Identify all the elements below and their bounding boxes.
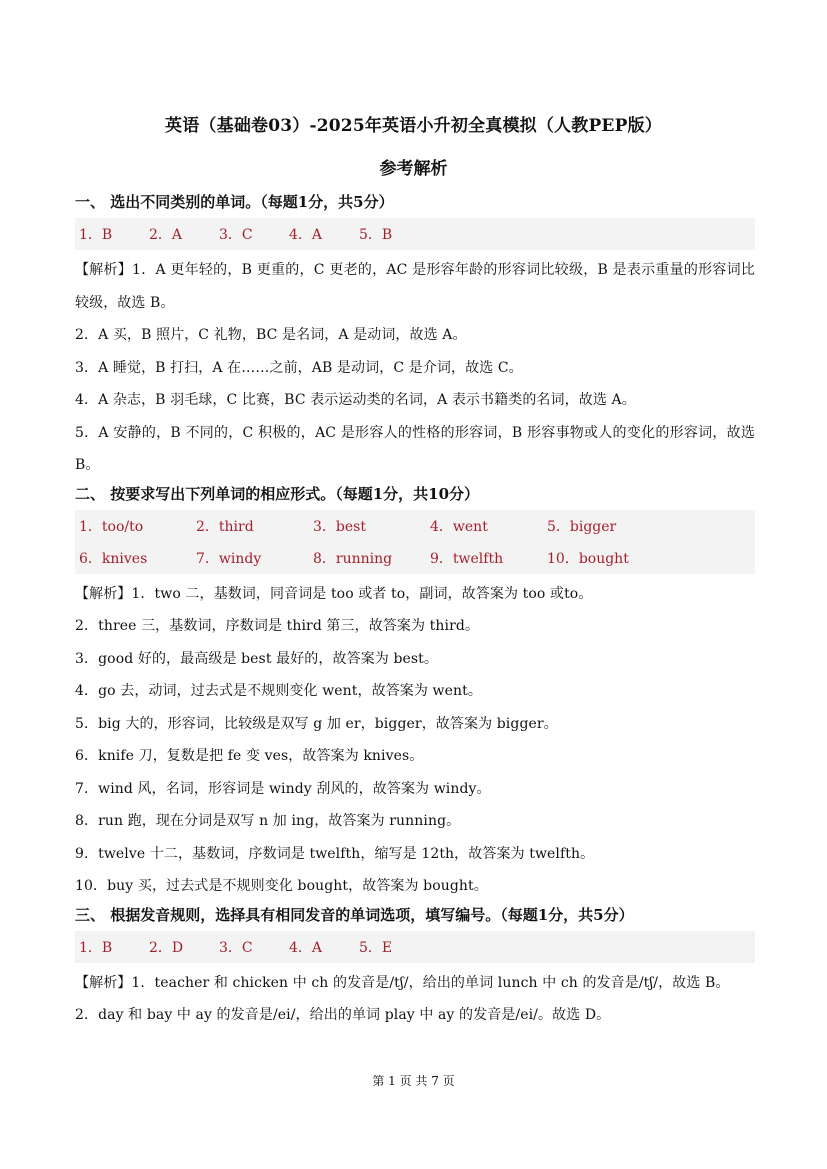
answer-item: 5．E (359, 939, 393, 956)
answer-item: 6．knives (79, 550, 148, 567)
answer-item: 2．third (196, 518, 254, 535)
answer-row (79, 542, 751, 574)
analysis-paragraph: 10．buy 买，过去式是不规则变化 bought，故答案为 bought。 (75, 878, 488, 894)
analysis-paragraph: 2．day 和 bay 中 ay 的发音是/ei/，给出的单词 play 中 ay 的发音是/ei/。故选 D。 (75, 1007, 611, 1023)
answer-item: 5．B (359, 227, 393, 243)
analysis-paragraph: 【解析】1．A 更年轻的，B 更重的，C 更老的，AC 是形容年龄的形容词比较级，B 是表示重量的形容词比较级，故选 B。 (75, 262, 755, 311)
answer-item: 2．A (149, 227, 183, 243)
answer-item: 9．twelfth (430, 550, 504, 567)
analysis-paragraph: 【解析】1．teacher 和 chicken 中 ch 的发音是/tʃ/，给出的单词 lunch 中 ch 的发音是/tʃ/，故选 B。 (75, 974, 730, 991)
answer-item: 4．A (289, 227, 323, 243)
answer-item: 5．bigger (547, 518, 617, 535)
analysis-paragraph: 2．three 三，基数词，序数词是 third 第三，故答案为 third。 (75, 618, 480, 634)
analysis-paragraph: 6．knife 刀，复数是把 fe 变 ves，故答案为 knives。 (75, 748, 424, 764)
page-subtitle: 参考解析 (379, 159, 448, 179)
analysis-paragraph: 9．twelve 十二，基数词，序数词是 twelfth，缩写是 12th，故答案为 twelfth。 (75, 845, 595, 862)
answer-item: 7．windy (196, 550, 262, 567)
answer-item: 4．went (430, 518, 488, 535)
section-1-answer-box (75, 218, 755, 250)
section-2-answer-box (75, 510, 755, 574)
answer-item: 8．running (313, 550, 393, 567)
answer-item: 3．C (219, 939, 253, 956)
answer-row (79, 931, 751, 963)
analysis-paragraph: 8．run 跑，现在分词是双写 n 加 ing，故答案为 running。 (75, 813, 461, 829)
answer-item: 1．too/to (79, 518, 144, 535)
section-3-answer-box (75, 931, 755, 963)
analysis-paragraph: 4．A 杂志，B 羽毛球，C 比赛，BC 表示运动类的名词，A 表示书籍类的名词，故选 A。 (75, 392, 636, 408)
answer-item: 2．D (149, 939, 184, 956)
answer-item: 3．C (219, 227, 253, 243)
page-footer: 第 1 页 共 7 页 (372, 1074, 455, 1088)
answer-item: 1．B (79, 939, 113, 956)
section-2-heading: 二、 按要求写出下列单词的相应形式。（每题1分，共10分） (75, 484, 480, 503)
analysis-paragraph: 3．good 好的，最高级是 best 最好的，故答案为 best。 (75, 650, 439, 667)
analysis-paragraph: 【解析】1．two 二，基数词，同音词是 too 或者 to，副词，故答案为 too 或to。 (75, 585, 593, 602)
analysis-paragraph: 7．wind 风，名词，形容词是 windy 刮风的，故答案为 windy。 (75, 780, 491, 797)
answer-item: 1．B (79, 227, 113, 243)
analysis-paragraph: 5．big 大的，形容词，比较级是双写 g 加 er，bigger，故答案为 bigger。 (75, 715, 558, 732)
answer-content (75, 190, 755, 1032)
analysis-paragraph: 5．A 安静的，B 不同的，C 积极的，AC 是形容人的性格的形容词，B 形容事物或人的变化的形容词，故选 B。 (75, 424, 755, 473)
answer-row (79, 510, 751, 542)
analysis-paragraph: 2．A 买，B 照片，C 礼物，BC 是名词，A 是动词，故选 A。 (75, 327, 467, 343)
section-1-heading: 一、 选出不同类别的单词。（每题1分，共5分） (75, 193, 394, 211)
answer-item: 3．best (313, 518, 366, 535)
analysis-paragraph: 3．A 睡觉，B 打扫，A 在……之前，AB 是动词，C 是介词，故选 C。 (75, 359, 523, 376)
section-3-heading: 三、 根据发音规则，选择具有相同发音的单词选项，填写编号。（每题1分，共5分） (75, 905, 634, 924)
answer-item: 4．A (289, 939, 323, 956)
answer-row (79, 218, 751, 250)
analysis-paragraph: 4．go 去，动词，过去式是不规则变化 went，故答案为 went。 (75, 683, 482, 699)
answer-item: 10．bought (547, 550, 629, 567)
page-title: 英语（基础卷03）-2025年英语小升初全真模拟（人教PEP版） (165, 116, 662, 136)
